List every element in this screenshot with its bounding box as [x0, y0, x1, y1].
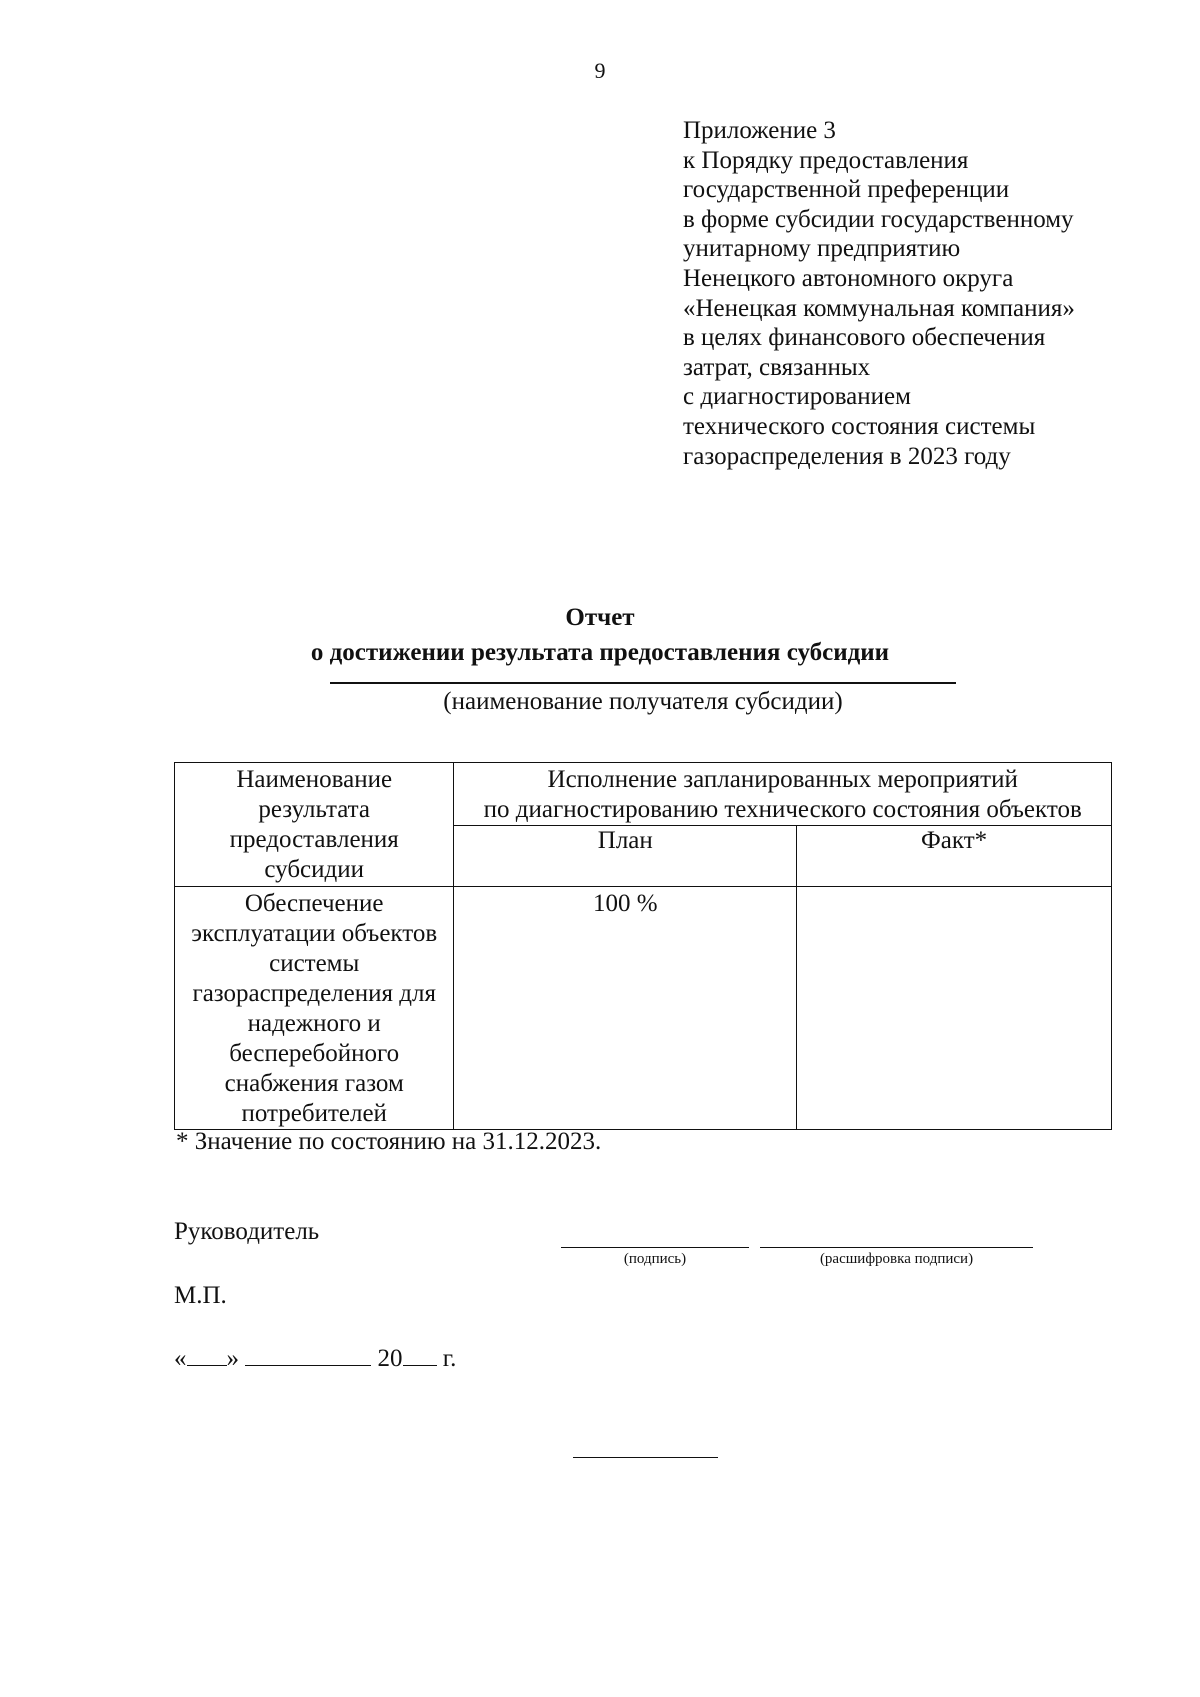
day-blank — [187, 1343, 227, 1366]
page-number: 9 — [594, 58, 606, 83]
recipient-caption: (наименование получателя субсидии) — [443, 688, 843, 715]
results-table — [174, 762, 1112, 1130]
signature-caption: (подпись) — [623, 1251, 687, 1267]
header-execution-cell — [454, 763, 1112, 826]
appendix-line: Ненецкого автономного округа — [683, 264, 1014, 292]
appendix-line: государственной преференции — [683, 176, 1010, 204]
appendix-line: технического состояния системы — [683, 412, 1036, 440]
table-header-row — [175, 763, 1112, 826]
year-suffix: г. — [442, 1345, 457, 1372]
end-of-document-line — [573, 1457, 718, 1458]
date-row — [174, 1343, 456, 1373]
appendix-line: к Порядку предоставления — [683, 146, 969, 174]
head-label: Руководитель — [174, 1218, 320, 1245]
plan-cell — [454, 887, 797, 1130]
signature-decode-line — [760, 1247, 1033, 1248]
result-cell — [175, 887, 454, 1130]
month-blank — [245, 1343, 371, 1366]
date-close-quote: » — [226, 1345, 239, 1372]
header-result-cell — [175, 763, 454, 887]
header-execution-line1: Исполнение запланированных мероприятий — [547, 766, 1018, 793]
year-blank — [403, 1343, 437, 1366]
appendix-line: унитарному предприятию — [683, 235, 961, 263]
appendix-line: в форме субсидии государственному — [683, 205, 1074, 233]
appendix-line: газораспределения в 2023 году — [683, 442, 1011, 470]
appendix-line: затрат, связанных — [683, 353, 871, 381]
stamp-label: М.П. — [174, 1282, 227, 1309]
table-row — [175, 887, 1112, 1130]
header-fact-label: Факт* — [921, 827, 988, 854]
appendix-line: Приложение 3 — [683, 117, 836, 144]
appendix-line: с диагностированием — [683, 383, 911, 411]
date-open-quote: « — [174, 1345, 187, 1372]
report-subtitle: о достижении результата предоставления субсидии — [310, 639, 890, 666]
year-prefix: 20 — [377, 1345, 403, 1372]
header-result-label: Наименование результата предоставления субсидии — [229, 766, 399, 883]
signature-line — [561, 1247, 749, 1248]
footnote: * Значение по состоянию на 31.12.2023. — [176, 1128, 602, 1155]
report-title-block — [0, 600, 1200, 670]
appendix-header — [683, 116, 1075, 471]
appendix-line: «Ненецкая коммунальная компания» — [683, 294, 1075, 322]
fact-cell — [797, 887, 1112, 1130]
report-title: Отчет — [565, 604, 635, 631]
signature-decode-caption: (расшифровка подписи) — [819, 1251, 974, 1267]
recipient-name-line — [330, 682, 956, 684]
header-fact-cell — [797, 826, 1112, 887]
appendix-line: в целях финансового обеспечения — [683, 324, 1046, 352]
header-plan-cell — [454, 826, 797, 887]
plan-value: 100 % — [593, 890, 658, 917]
result-text: Обеспечение эксплуатации объектов системы газораспределения для надежного и бесперебойного снабжения газом потребителей — [191, 890, 438, 1127]
header-plan-label: План — [597, 827, 653, 854]
header-execution-line2: по диагностированию технического состояния объектов — [483, 796, 1082, 823]
